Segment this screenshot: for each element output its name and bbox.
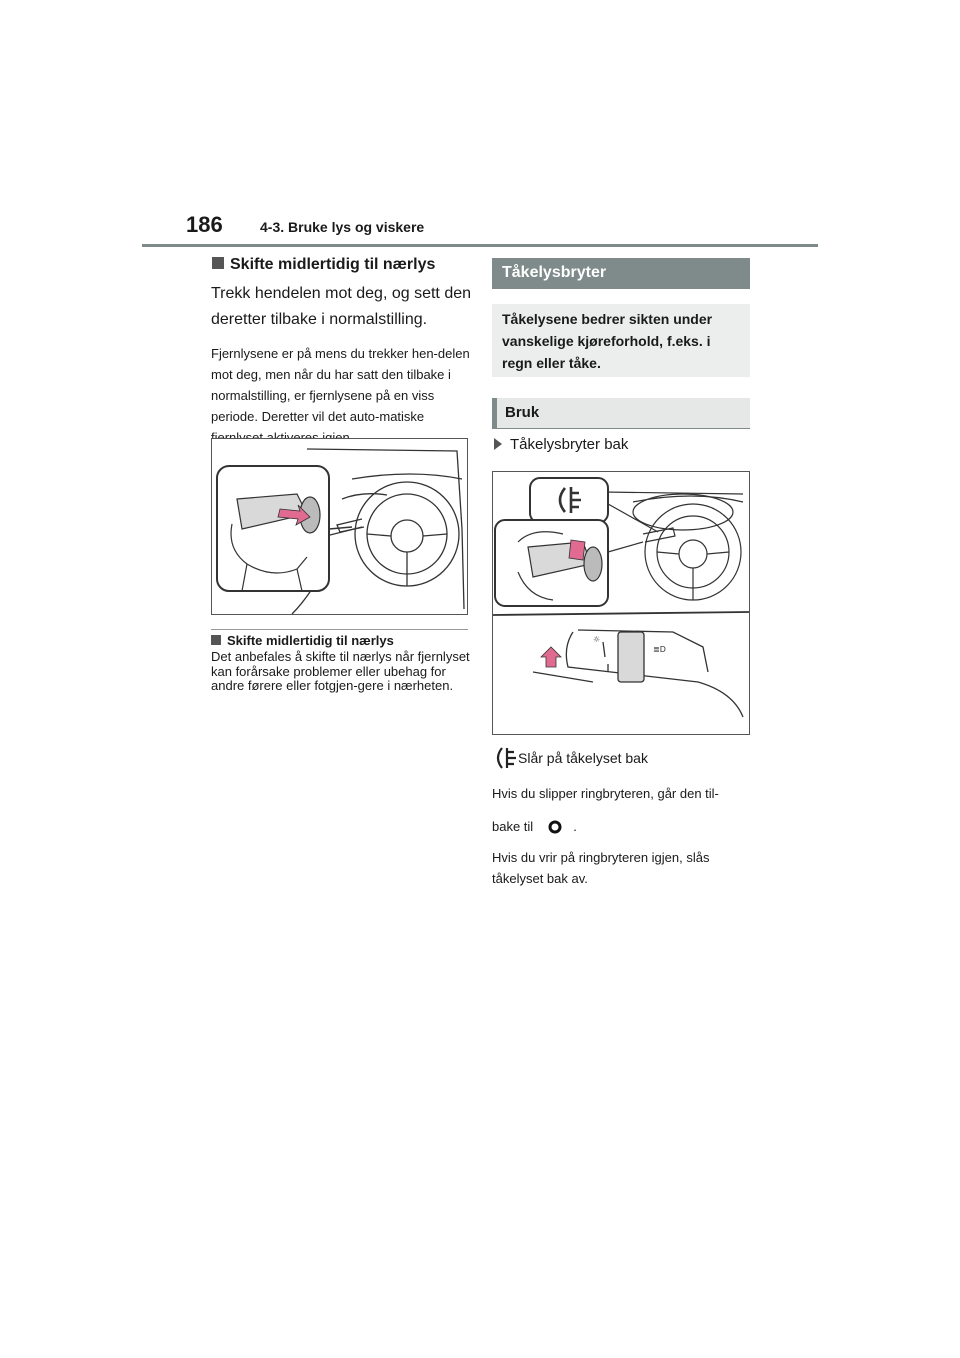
legend-text: Slår på tåkelyset bak [518,750,648,766]
section-banner: Tåkelysbryter [492,258,750,289]
lever-symbol-fog: ≣D [653,645,666,654]
left-heading: Skifte midlertidig til nærlys [212,256,435,274]
figure-steering-lever [211,438,468,615]
paragraph-release-cont: bake til . [492,816,754,840]
section-header: 4-3. Bruke lys og viskere [260,219,425,235]
square-bullet-icon [212,257,224,269]
lead-instruction: Trekk hendelen mot deg, og sett den deretter tilbake i normalstilling. [211,285,472,328]
fog-switch-illustration [493,472,749,734]
subheading-bruk: Bruk [492,398,750,429]
note-divider [211,629,468,630]
paragraph-release: Hvis du slipper ringbryteren, går den til- [492,786,719,801]
paragraph-turn-again: Hvis du vrir på ringbryteren igjen, slås tåkelyset bak av. [492,850,710,886]
page-number: 186 [186,212,223,237]
bullet-item: Tåkelysbryter bak [494,436,628,453]
intro-box: Tåkelysene bedrer sikten under vanskelige kjøreforhold, f.eks. i regn eller tåke. [492,304,750,377]
figure-fog-switch [492,471,750,735]
turn-arrow-icon [541,647,561,667]
legend-rear-fog [492,746,648,770]
lever-illustration [212,439,467,614]
off-position-icon [547,819,563,840]
lever-symbol-light: ☼ [593,635,601,644]
rear-fog-light-icon [492,746,518,770]
note-title: Skifte midlertidig til nærlys [211,633,394,648]
header-rule [142,244,818,247]
square-bullet-icon [211,635,221,645]
arrow-bullet-icon [494,438,502,450]
note-body: Det anbefales å skifte til nærlys når fjernlyset kan forårsake problemer eller ubehag for andre førere eller fotgjen-gere i nærheten. [211,649,470,693]
left-paragraph: Fjernlysene er på mens du trekker hen-delen mot deg, men når du har satt den tilbake i normalstilling, er fjernlysene på en viss periode. Deretter vil det auto-matiske [211,346,470,424]
